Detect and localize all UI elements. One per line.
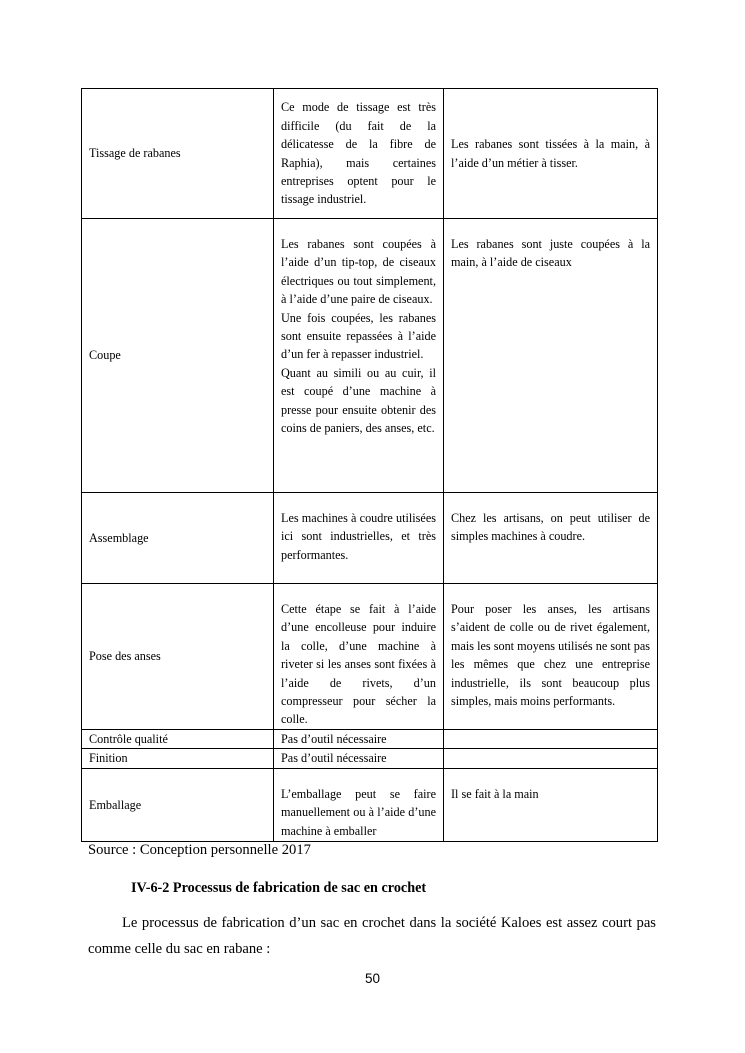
- artisanal-cell: Pour poser les anses, les artisans s’aident de colle ou de rivet également, mais les sont moyens utilisés ne sont pas les mêmes que chez une entreprise industrielle, ils sont beaucoup plus simples, mais moins performants.: [444, 584, 658, 730]
- industrial-cell: [274, 219, 444, 493]
- section-heading: IV-6-2 Processus de fabrication de sac en crochet: [131, 880, 427, 896]
- table-row: [82, 584, 658, 730]
- artisanal-cell: Les rabanes sont tissées à la main, à l’aide d’un métier à tisser.: [444, 89, 658, 219]
- industrial-cell: Ce mode de tissage est très difficile (du fait de la délicatesse de la fibre de Raphia), mais certaines entreprises optent pour le tissage industriel.: [274, 89, 444, 219]
- step-cell: Tissage de rabanes: [82, 89, 274, 219]
- table-row: [82, 749, 658, 768]
- body-paragraph: [88, 910, 656, 962]
- table-row: [82, 768, 658, 841]
- table-row: [82, 493, 658, 584]
- artisanal-cell: Chez les artisans, on peut utiliser de simples machines à coudre.: [444, 493, 658, 584]
- step-cell: Assemblage: [82, 493, 274, 584]
- industrial-cell: Pas d’outil nécessaire: [274, 749, 444, 768]
- industrial-line: Quant au simili ou au cuir, il est coupé d’une machine à presse pour ensuite obtenir des coins de paniers, des anses, etc.: [281, 365, 436, 436]
- table-row: [82, 219, 658, 493]
- paragraph-text: Le processus de fabrication d’un sac en crochet dans la société Kaloes est assez court pas comme celle du sac en rabane :: [88, 915, 656, 957]
- industrial-cell: Pas d’outil nécessaire: [274, 730, 444, 749]
- step-cell: Emballage: [82, 768, 274, 841]
- process-table: [81, 88, 658, 842]
- artisanal-cell: Les rabanes sont juste coupées à la main, à l’aide de ciseaux: [444, 219, 658, 493]
- step-cell: Pose des anses: [82, 584, 274, 730]
- artisanal-cell: [444, 749, 658, 768]
- industrial-cell: Les machines à coudre utilisées ici sont industrielles, et très performantes.: [274, 493, 444, 584]
- page-number: 50: [364, 971, 381, 986]
- table-row: [82, 89, 658, 219]
- table-row: [82, 730, 658, 749]
- artisanal-cell: Il se fait à la main: [444, 768, 658, 841]
- table-source: Source : Conception personnelle 2017: [88, 842, 311, 858]
- artisanal-cell: [444, 730, 658, 749]
- industrial-cell: Cette étape se fait à l’aide d’une encolleuse pour induire la colle, d’une machine à riveter si les anses sont fixées à l’aide de rivets, d’un compresseur pour sécher la colle.: [274, 584, 444, 730]
- step-cell: Finition: [82, 749, 274, 768]
- industrial-line: Les rabanes sont coupées à l’aide d’un tip-top, de ciseaux électriques ou tout simplement, à l’aide d’une paire de ciseaux.: [281, 237, 436, 307]
- step-cell: Coupe: [82, 219, 274, 493]
- industrial-cell: L’emballage peut se faire manuellement ou à l’aide d’une machine à emballer: [274, 768, 444, 841]
- industrial-line: Une fois coupées, les rabanes sont ensuite repassées à l’aide d’un fer à repasser industriel.: [281, 310, 436, 362]
- step-cell: Contrôle qualité: [82, 730, 274, 749]
